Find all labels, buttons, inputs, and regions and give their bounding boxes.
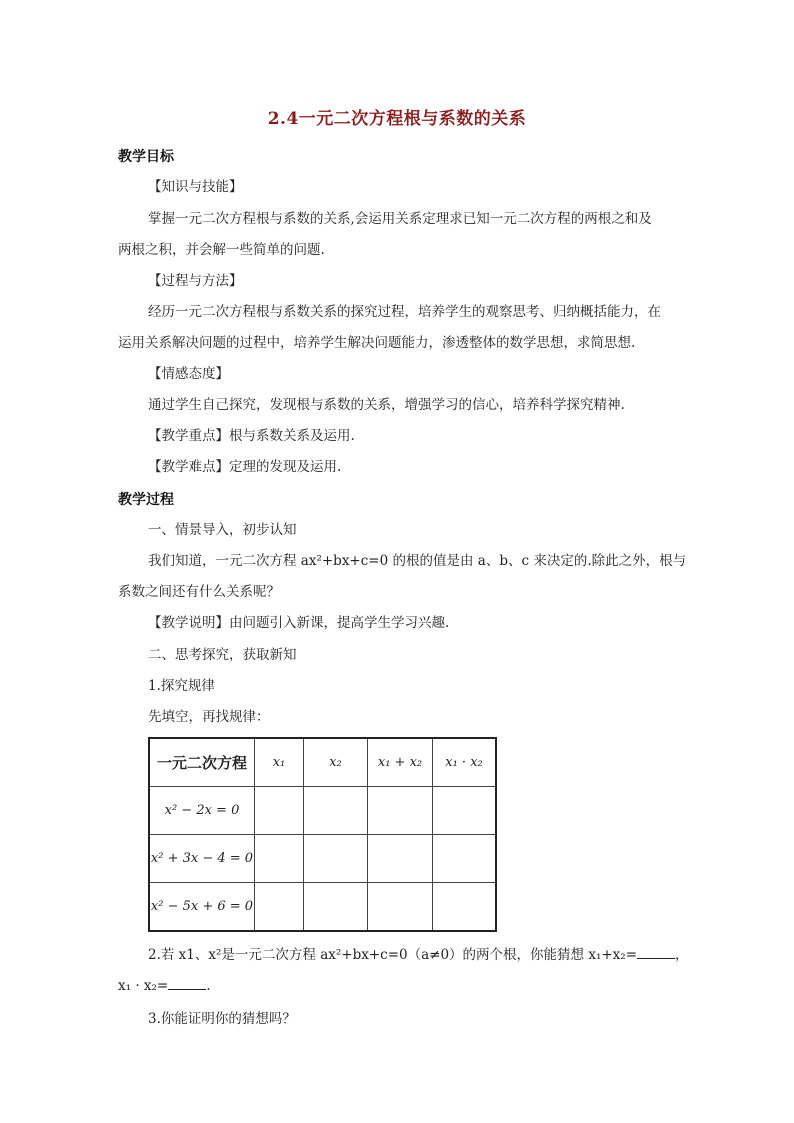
subsection-1-title: 1.探究规律 (148, 678, 215, 694)
subsection-2-line-1 (148, 945, 689, 965)
table-cell-x2-blank[interactable] (304, 787, 368, 835)
table-cell-x1-blank[interactable] (255, 883, 304, 932)
subsection-2-comma: ， (675, 947, 689, 963)
knowledge-text-line-2: 两根之积，并会解一些简单的问题. (118, 242, 325, 258)
table-row (149, 787, 496, 835)
table-header-equation: 一元二次方程 (149, 738, 255, 787)
step1-text-line-1: 我们知道，一元二次方程 ax²+bx+c=0 的根的值是由 a、b、c 来决定的.除此之外，根与 (148, 553, 687, 569)
subsection-2-line-2 (118, 976, 211, 996)
table-header-x2: x₂ (304, 738, 368, 787)
table-cell-sum-blank[interactable] (368, 883, 433, 932)
table-header-product: x₁ · x₂ (433, 738, 497, 787)
table-cell-x2-blank[interactable] (304, 835, 368, 883)
roots-coefficients-table (148, 737, 497, 932)
product-answer-blank[interactable] (168, 976, 206, 990)
table-header-sum: x₁ + x₂ (368, 738, 433, 787)
subsection-1-text: 先填空，再找规律： (148, 709, 270, 725)
step1-text-line-2: 系数之间还有什么关系呢？ (118, 584, 280, 600)
table-cell-product-blank[interactable] (433, 883, 497, 932)
document-title: 2.4一元二次方程根与系数的关系 (267, 109, 527, 129)
process-text-line-2: 运用关系解决问题的过程中，培养学生解决问题能力，渗透整体的数学思想，求简思想. (118, 335, 636, 351)
table-header-x1: x₁ (255, 738, 304, 787)
section-heading-goals: 教学目标 (118, 149, 174, 165)
process-text-line-1: 经历一元二次方程根与系数关系的探究过程，培养学生的观察思考、归纳概括能力，在 (148, 304, 661, 320)
table-cell-equation: x² − 5x + 6 = 0 (149, 883, 255, 932)
sum-answer-blank[interactable] (637, 945, 675, 959)
table-cell-x1-blank[interactable] (255, 787, 304, 835)
emotion-label: 【情感态度】 (148, 366, 229, 382)
table-cell-sum-blank[interactable] (368, 835, 433, 883)
table-cell-equation: x² − 2x = 0 (149, 787, 255, 835)
product-period: . (206, 978, 211, 994)
process-label: 【过程与方法】 (148, 273, 243, 289)
table-cell-product-blank[interactable] (433, 787, 497, 835)
table-cell-x1-blank[interactable] (255, 835, 304, 883)
table-row (149, 835, 496, 883)
product-label: x₁ · x₂= (118, 978, 169, 994)
subsection-2-text: 2.若 x1、x²是一元二次方程 ax²+bx+c=0（a≠0）的两个根，你能猜想 x₁+x₂= (148, 947, 638, 963)
step1-note: 【教学说明】由问题引入新课，提高学生学习兴趣. (148, 615, 450, 631)
table-cell-x2-blank[interactable] (304, 883, 368, 932)
emotion-text: 通过学生自己探究，发现根与系数的关系，增强学习的信心，培养科学探究精神. (148, 397, 625, 413)
table-cell-equation: x² + 3x − 4 = 0 (149, 835, 255, 883)
section-heading-process: 教学过程 (118, 492, 174, 508)
difficulty-point: 【教学难点】定理的发现及运用. (148, 459, 342, 475)
knowledge-text-line-1: 掌握一元二次方程根与系数的关系,会运用关系定理求已知一元二次方程的两根之和及 (148, 211, 652, 227)
step1-title: 一、情景导入，初步认知 (148, 522, 297, 538)
table-cell-product-blank[interactable] (433, 835, 497, 883)
table-header-row (149, 738, 496, 787)
step2-title: 二、思考探究，获取新知 (148, 647, 297, 663)
subsection-3-text: 3.你能证明你的猜想吗？ (148, 1011, 296, 1027)
table-row (149, 883, 496, 932)
knowledge-label: 【知识与技能】 (148, 179, 243, 195)
key-point: 【教学重点】根与系数关系及运用. (148, 428, 355, 444)
table-cell-sum-blank[interactable] (368, 787, 433, 835)
